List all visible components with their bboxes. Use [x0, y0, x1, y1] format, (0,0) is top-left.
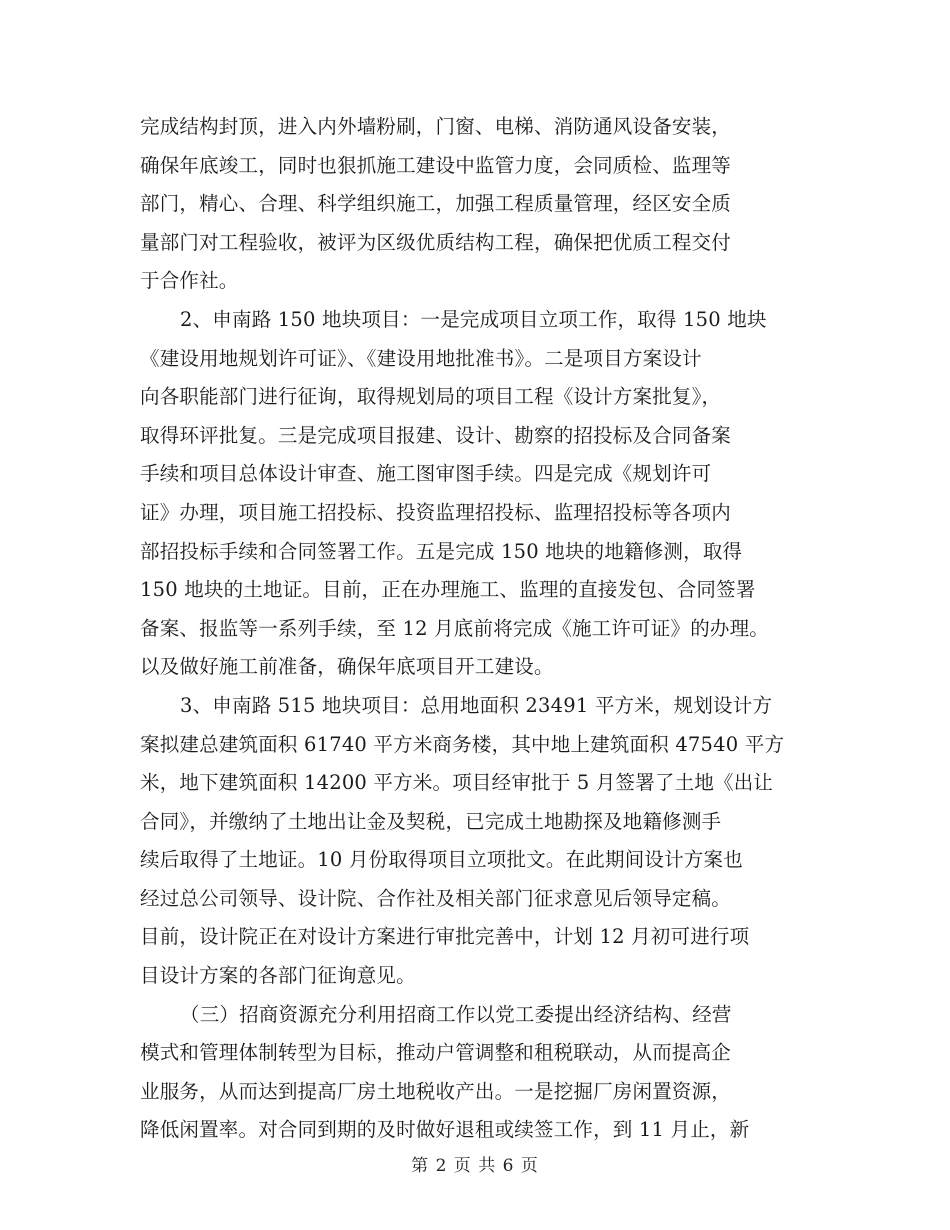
text-line: 目前，设计院正在对设计方案进行审批完善中，计划 12 月初可进行项 — [140, 925, 750, 949]
paragraph-1 — [140, 108, 812, 301]
text-line: 《建设用地规划许可证》、《建设用地批准书》。二是项目方案设计 — [140, 346, 702, 370]
paragraph-4 — [140, 996, 812, 1150]
text-line: 量部门对工程验收，被评为区级优质结构工程，确保把优质工程交付 — [140, 230, 732, 254]
text-line: 业服务，从而达到提高厂房土地税收产出。一是挖掘厂房闲置资源， — [140, 1079, 732, 1103]
text-line: 完成结构封顶，进入内外墙粉刷，门窗、电梯、消防通风设备安装， — [140, 115, 732, 138]
text-line: 于合作社。 — [140, 269, 239, 293]
text-line: 备案、报监等一系列手续，至 12 月底前将完成《施工许可证》的办理。 — [140, 616, 770, 640]
paragraph-2 — [140, 301, 812, 687]
page-number-footer: 第 2 页 共 6 页 — [411, 1156, 539, 1176]
text-line: 3、申南路 515 地块项目：总用地面积 23491 平方米，规划设计方 — [180, 693, 773, 717]
text-line: 取得环评批复。三是完成项目报建、设计、勘察的招投标及合同备案 — [140, 423, 732, 447]
text-line: 150 地块的土地证。目前，正在办理施工、监理的直接发包、合同签署 — [140, 578, 756, 602]
text-line: 向各职能部门进行征询，取得规划局的项目工程《设计方案批复》， — [140, 385, 722, 409]
text-line: 降低闲置率。对合同到期的及时做好退租或续签工作，到 11 月止，新 — [140, 1118, 750, 1142]
text-line: 米，地下建筑面积 14200 平方米。项目经审批于 5 月签署了土地《出让 — [140, 771, 774, 795]
text-line: 模式和管理体制转型为目标，推动户管调整和租税联动，从而提高企 — [140, 1041, 732, 1065]
document-body — [140, 108, 812, 1150]
text-line: 证》办理，项目施工招投标、投资监理招投标、监理招投标等各项内 — [140, 500, 732, 524]
text-line: 部招投标手续和合同签署工作。五是完成 150 地块的地籍修测，取得 — [140, 539, 743, 563]
text-line: 以及做好施工前准备，确保年底项目开工建设。 — [140, 655, 554, 679]
text-line: 续后取得了土地证。10 月份取得项目立项批文。在此期间设计方案也 — [140, 848, 743, 872]
text-line: 目设计方案的各部门征询意见。 — [140, 964, 416, 988]
text-line: 确保年底竣工，同时也狠抓施工建设中监管力度，会同质检、监理等 — [140, 153, 732, 177]
text-line: 手续和项目总体设计审查、施工图审图手续。四是完成《规划许可 — [140, 462, 712, 486]
text-line: 2、申南路 150 地块项目：一是完成项目立项工作，取得 150 地块 — [180, 307, 767, 331]
text-line: 部门，精心、合理、科学组织施工，加强工程质量管理，经区安全质 — [140, 192, 732, 216]
paragraph-3 — [140, 687, 812, 996]
text-line: 案拟建总建筑面积 61740 平方米商务楼，其中地上建筑面积 47540 平方 — [140, 732, 785, 756]
text-line: 经过总公司领导、设计院、合作社及相关部门征求意见后领导定稿。 — [140, 886, 732, 910]
text-line: 合同》，并缴纳了土地出让金及契税，已完成土地勘探及地籍修测手 — [140, 809, 722, 833]
text-line: （三）招商资源充分利用招商工作以党工委提出经济结构、经营 — [180, 1002, 732, 1026]
